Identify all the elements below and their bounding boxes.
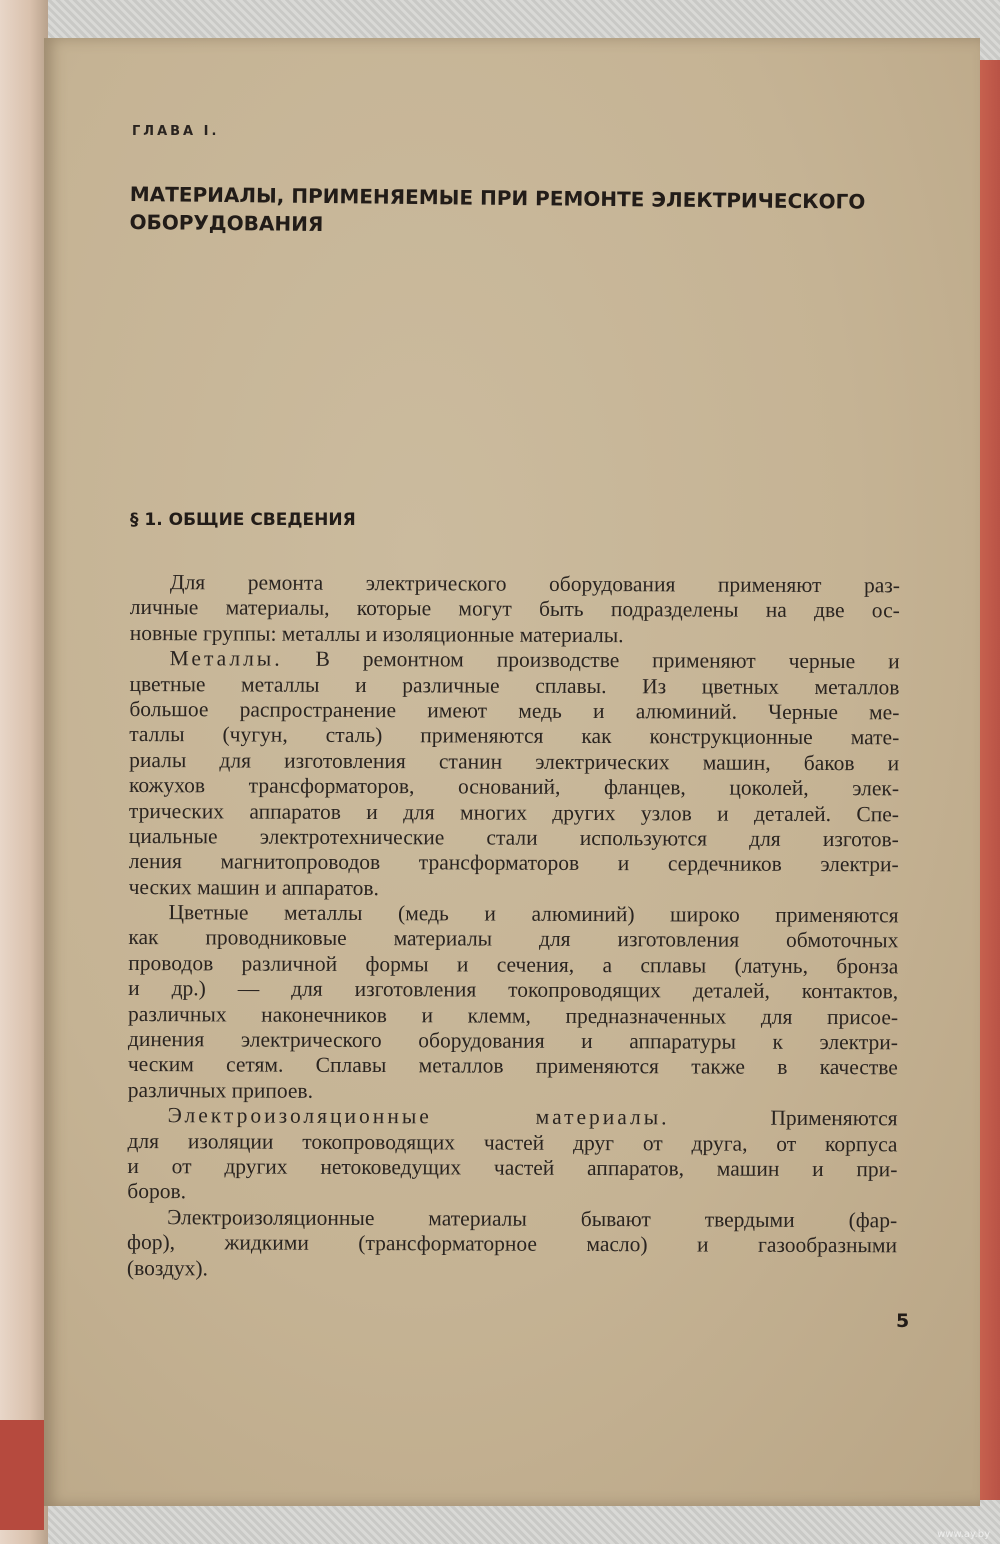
text-line: циальные электротехнические стали используются для изготов- <box>128 823 899 852</box>
text-line: большое распространение имеют медь и алюминий. Черные ме- <box>129 696 900 725</box>
text-line: ческих машин и аппаратов. <box>128 874 379 900</box>
text-line: трических аппаратов и для многих других узлов и деталей. Спе- <box>128 798 899 826</box>
text-line: (воздух). <box>126 1255 209 1280</box>
text-line: динения электрического оборудования и аппаратуры к электри- <box>127 1027 898 1055</box>
book-cover-left <box>0 0 48 1544</box>
book-cover-left-red <box>0 1420 44 1530</box>
text-line: ления магнитопроводов трансформаторов и сердечников электри- <box>128 849 899 877</box>
text-line: Для ремонта электрического оборудования применяют раз- <box>169 570 900 598</box>
lead-rest: В ремонтном производстве применяют черные и <box>282 646 900 674</box>
text-line: таллы (чугун, сталь) применяются как конструкционные мате- <box>129 722 900 750</box>
watermark: www.ay.by <box>937 1529 990 1540</box>
body-text <box>127 570 900 1284</box>
text-line: и др.) — для изготовления токопроводящих деталей, контактов, <box>128 976 899 1004</box>
text-line: риалы для изготовления станин электрических машин, баков и <box>129 747 900 776</box>
text-line: ческим сетям. Сплавы металлов применяются также в качестве <box>127 1052 898 1080</box>
text-line: для изоляции токопроводящих частей друг от друга, от корпуса <box>127 1128 898 1156</box>
text-line: личные материалы, которые могут быть подразделены на две ос- <box>129 595 900 623</box>
lead-rest: Применяются <box>669 1105 898 1131</box>
text-line: проводов различной формы и сечения, а сплавы (латунь, бронза <box>128 950 899 979</box>
text-line: Электроизоляционные материалы бывают твердыми (фар- <box>167 1204 898 1233</box>
text-line <box>130 646 900 675</box>
text-line: новные группы: металлы и изоляционные материалы. <box>129 620 624 647</box>
text-line <box>128 1103 898 1132</box>
text-line: фор), жидкими (трансформаторное масло) и газообразными <box>127 1230 898 1258</box>
spaced-lead: Электроизоляционные материалы. <box>167 1103 670 1130</box>
text-line: и от других нетоковедущих частей аппаратов, машин и при- <box>127 1153 898 1182</box>
chapter-label: ГЛАВА I. <box>132 124 220 139</box>
text-line: боров. <box>127 1179 187 1204</box>
chapter-title: МАТЕРИАЛЫ, ПРИМЕНЯЕМЫЕ ПРИ РЕМОНТЕ ЭЛЕКТРИЧЕСКОГО ОБОРУДОВАНИЯ <box>129 181 866 237</box>
page-number: 5 <box>896 1310 910 1332</box>
section-title: § 1. ОБЩИЕ СВЕДЕНИЯ <box>130 510 356 530</box>
text-line: цветные металлы и различные сплавы. Из цветных металлов <box>129 671 900 699</box>
text-line: кожухов трансформаторов, оснований, фланцев, цоколей, элек- <box>129 773 900 801</box>
text-line: различных наконечников и клемм, предназначенных для присое- <box>128 1001 899 1029</box>
text-line: как проводниковые материалы для изготовления обмоточных <box>128 925 899 953</box>
text-line: различных припоев. <box>127 1077 314 1103</box>
spaced-lead: Металлы. <box>169 646 283 671</box>
text-line: Цветные металлы (медь и алюминий) широко применяются <box>168 900 899 928</box>
